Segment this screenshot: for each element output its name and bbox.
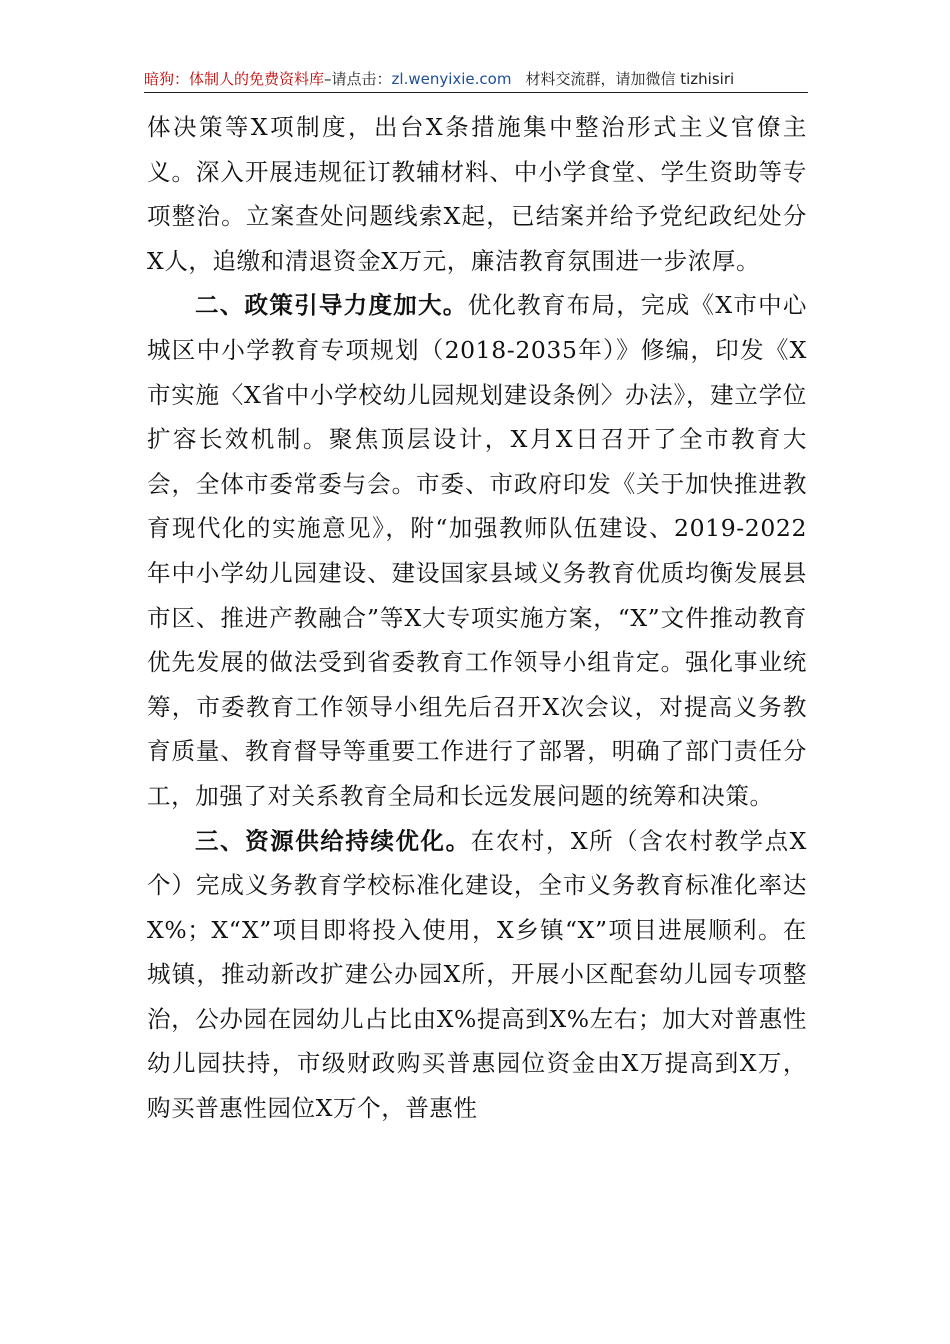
header-prompt: –请点击：: [324, 70, 392, 88]
paragraph-1: [147, 105, 807, 283]
paragraph-3-text: 在农村，X所（含农村教学点X个）完成义务教育学校标准化建设，全市义务教育标准化率达X%；X“X”项目即将投入使用，X乡镇“X”项目进展顺利。在城镇，推动新改扩建公办园X所，开展小区配套幼儿园专项整治，公办园在园幼儿占比由X%提高到X%左右；加大对普惠性幼儿园扶持，市级财政购买普惠园位资金由X万提高到X万，购买普惠性园位X万个，普惠性: [147, 826, 807, 1123]
header-link[interactable]: zl.wenyixie.com: [391, 70, 512, 88]
document-header: [144, 68, 808, 93]
section-heading-3: 三、资源供给持续优化。: [195, 826, 471, 855]
paragraph-1-text: 体决策等X项制度，出台X条措施集中整治形式主义官僚主义。深入开展违规征订教辅材料、中小学食堂、学生资助等专项整治。立案查处问题线索X起，已结案并给予党纪政纪处分X人，追缴和清退资金X万元，廉洁教育氛围进一步浓厚。: [147, 113, 807, 275]
paragraph-2-text: 优化教育布局，完成《X市中心城区中小学教育专项规划（2018-2035年）》修编，印发《X市实施〈X省中小学校幼儿园规划建设条例〉办法》，建立学位扩容长效机制。聚焦顶层设计，X月X日召开了全市教育大会，全体市委常委与会。市委、市政府印发《关于加快推进教育现代化的实施意见》，附“加强教师队伍建设、2019-2022年中小学幼儿园建设、建设国家县域义务教育优质均衡发展县市区、推进产教融合”等X大专项实施方案，“X”文件推动教育优先发展的做法受到省委教育工作领导小组肯定。强化事业统筹，市委教育工作领导小组先后召开X次会议，对提高义务教育质量、教育督导等重要工作进行了部署，明确了部门责任分工，加强了对关系教育全局和长远发展问题的统筹和决策。: [147, 291, 807, 810]
header-brand: 暗狗：体制人的免费资料库: [144, 70, 325, 88]
section-heading-2: 二、政策引导力度加大。: [195, 291, 468, 320]
paragraph-3: [147, 819, 807, 1131]
header-group-note: 材料交流群，请加微信 tizhisiri: [525, 70, 735, 88]
paragraph-2: [147, 283, 807, 818]
document-body: [147, 105, 807, 1131]
